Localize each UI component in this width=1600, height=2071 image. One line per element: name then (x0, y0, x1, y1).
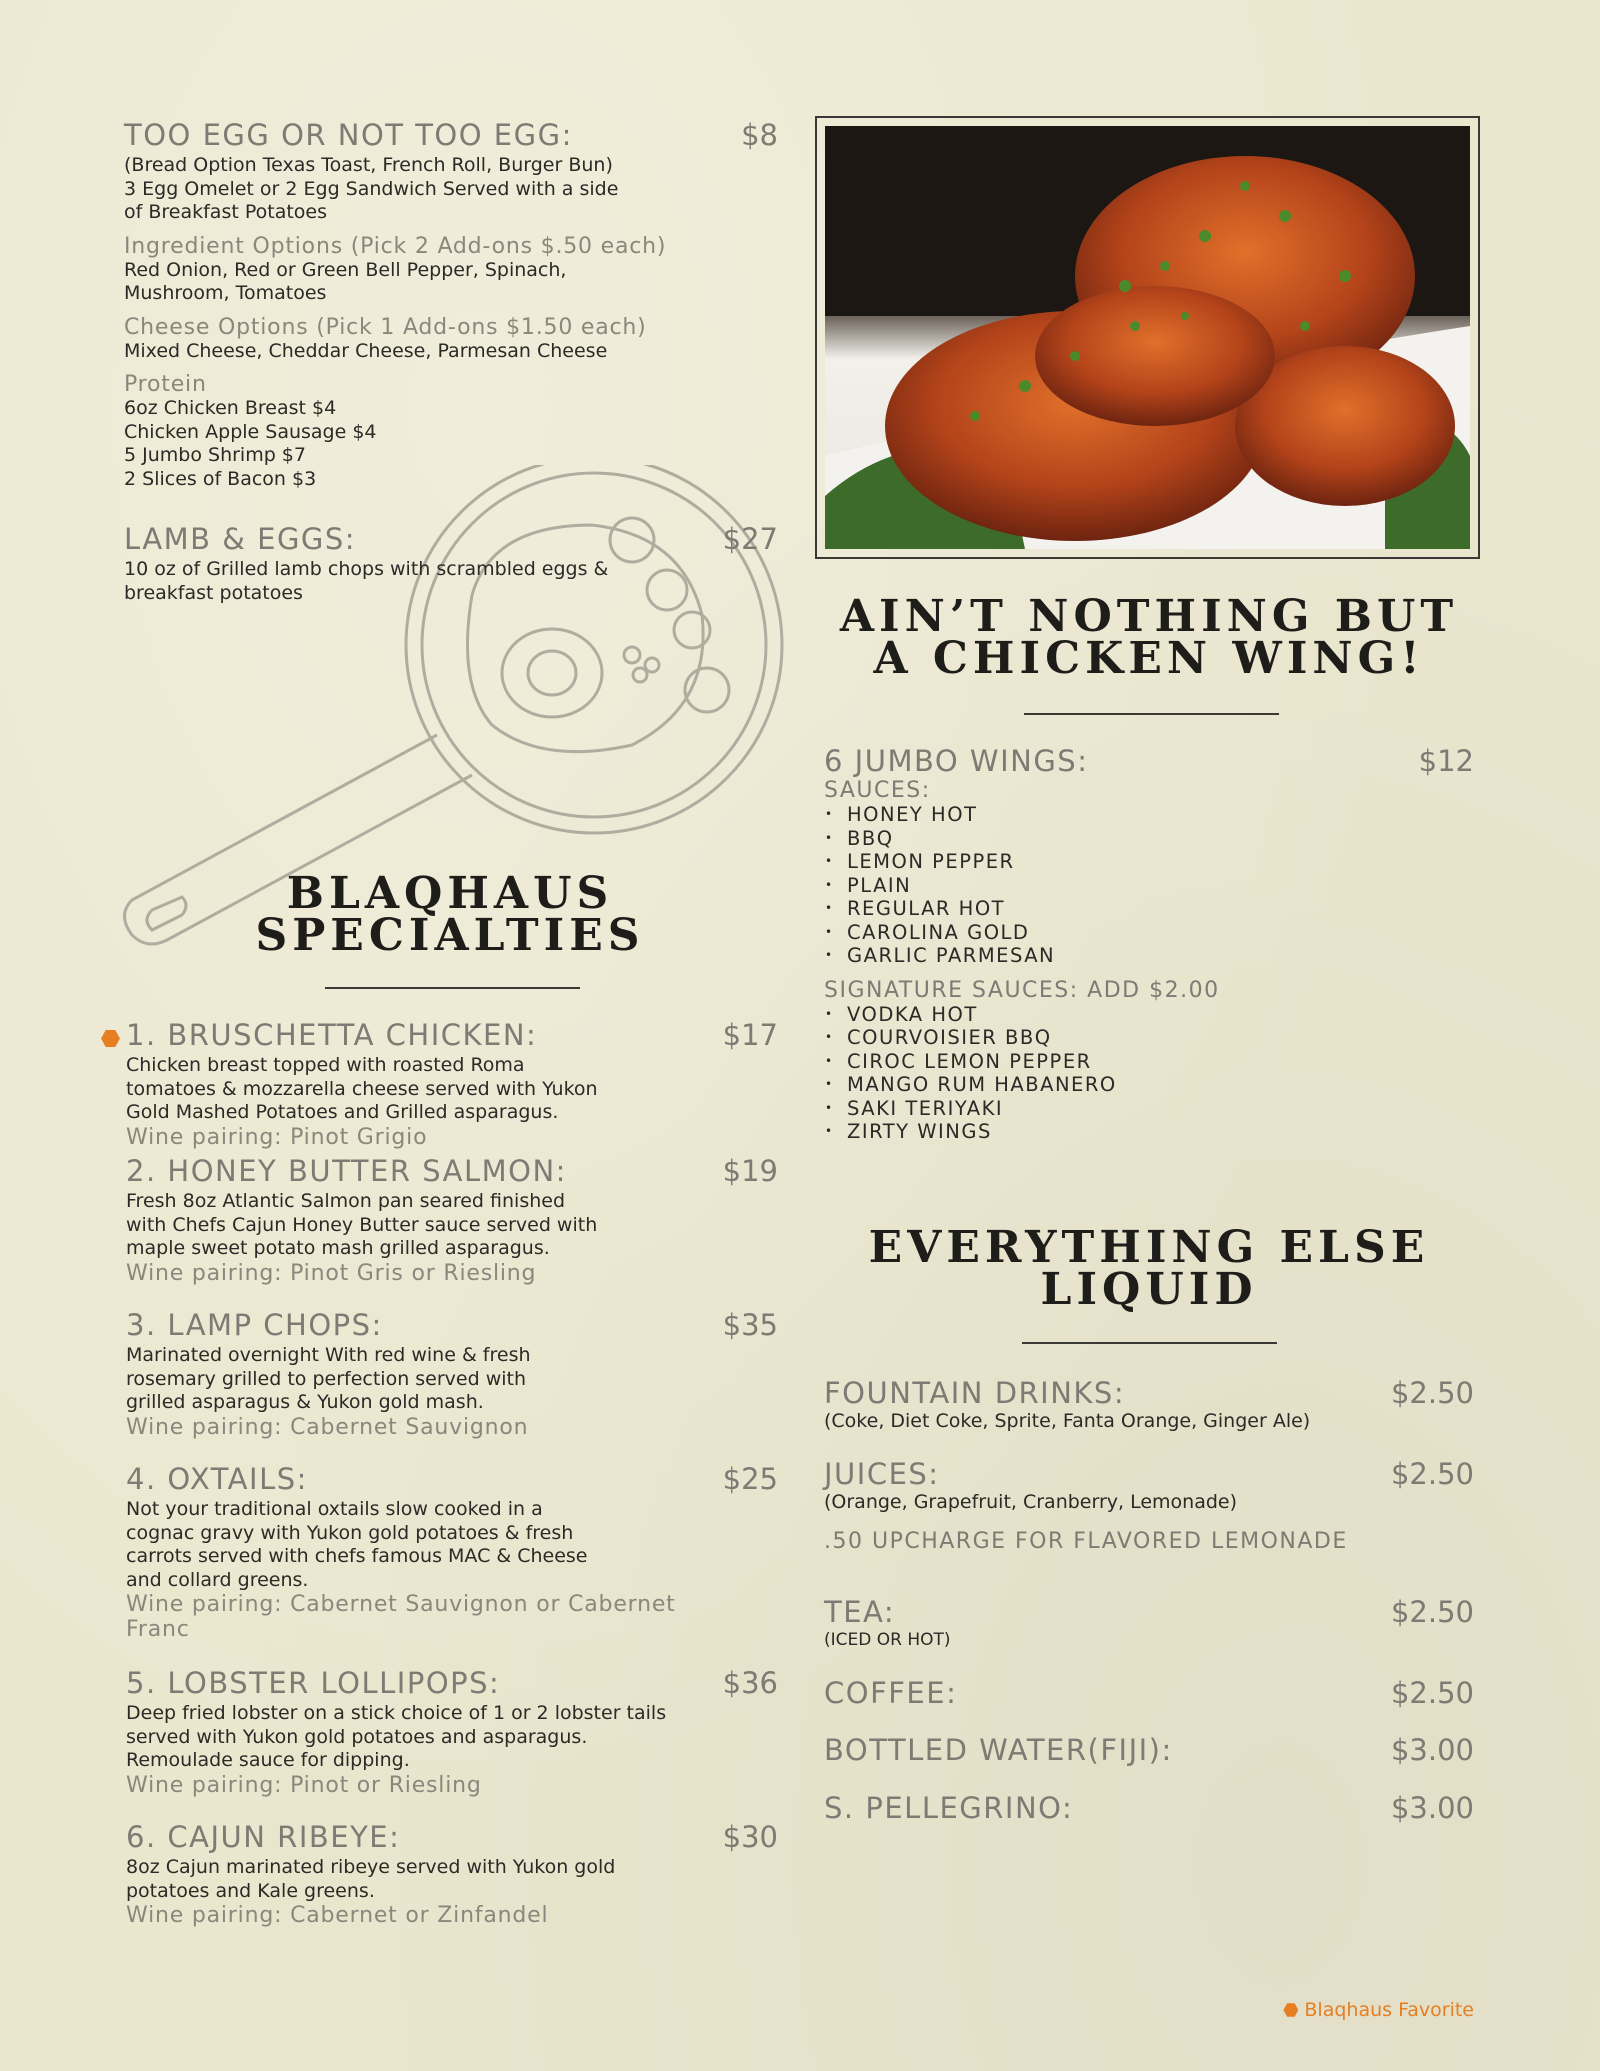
desc-line: rosemary grilled to perfection served with (126, 1367, 527, 1390)
specialty-item (126, 1154, 778, 1308)
desc-line: potatoes and Kale greens. (126, 1879, 375, 1902)
sauce-item: • SAKI TERIYAKI (824, 1097, 1474, 1121)
desc-line: and collard greens. (126, 1568, 309, 1591)
signature-sauces-heading: SIGNATURE SAUCES: ADD $2.00 (824, 977, 1220, 1003)
drink-item (824, 1733, 1474, 1791)
item-price: $27 (722, 522, 778, 556)
item-name: LAMB & EGGS: (124, 522, 357, 556)
item-name: TOO EGG OR NOT TOO EGG: (124, 118, 573, 152)
wings-item (824, 744, 1474, 1144)
drink-desc: (Coke, Diet Coke, Sprite, Fanta Orange, Ginger Ale) (824, 1410, 1311, 1432)
title-line: AIN’T NOTHING BUT (839, 591, 1459, 642)
item-price: $3.00 (1390, 1733, 1474, 1767)
desc-line: 8oz Cajun marinated ribeye served with Yukon gold (126, 1856, 616, 1878)
wine-pairing: Wine pairing: Pinot or Riesling (126, 1772, 482, 1798)
wine-pairing: Wine pairing: Pinot Grigio (126, 1124, 428, 1150)
desc-line: (Bread Option Texas Toast, French Roll, Burger Bun) (124, 154, 613, 176)
title-line: A CHICKEN WING! (873, 633, 1425, 684)
specialty-item (98, 1018, 778, 1154)
desc-line: Not your traditional oxtails slow cooked in a (126, 1498, 543, 1520)
sauce-item: • BBQ (824, 827, 1474, 851)
sauce-item: • COURVOISIER BBQ (824, 1026, 1474, 1050)
desc-line: Gold Mashed Potatoes and Grilled asparagus. (126, 1101, 559, 1123)
title-line: EVERYTHING ELSE (868, 1222, 1430, 1273)
favorite-legend (1283, 1999, 1474, 2021)
desc-line: cognac gravy with Yukon gold potatoes & fresh (126, 1521, 574, 1544)
wings-image (825, 126, 1470, 549)
item-name: 2. HONEY BUTTER SALMON: (126, 1154, 567, 1188)
egg-item (124, 118, 778, 491)
item-price: $8 (741, 118, 778, 152)
divider (325, 987, 580, 989)
item-price: $2.50 (1390, 1376, 1474, 1410)
item-price: $36 (722, 1666, 778, 1700)
item-name: 6. CAJUN RIBEYE: (126, 1820, 401, 1854)
item-price: $2.50 (1390, 1457, 1474, 1491)
option-line: Red Onion, Red or Green Bell Pepper, Spinach, (124, 258, 567, 281)
drink-item (824, 1457, 1474, 1527)
upcharge-note: .50 UPCHARGE FOR FLAVORED LEMONADE (824, 1529, 1348, 1554)
desc-line: with Chefs Cajun Honey Butter sauce served with (126, 1213, 598, 1236)
favorite-marker-icon (101, 1029, 120, 1048)
divider (1024, 713, 1279, 715)
sauce-item: • VODKA HOT (824, 1003, 1474, 1027)
signature-sauces-list (824, 1003, 1474, 1144)
specialty-item (126, 1308, 778, 1462)
sauce-item: • ZIRTY WINGS (824, 1120, 1474, 1144)
desc-line: Fresh 8oz Atlantic Salmon pan seared finished (126, 1190, 566, 1212)
wine-pairing: Franc (126, 1617, 190, 1642)
item-price: $12 (1418, 744, 1474, 778)
item-price: $3.00 (1390, 1791, 1474, 1825)
drink-item (824, 1376, 1474, 1457)
sauces-list (824, 803, 1474, 968)
title-line: SPECIALTIES (255, 910, 645, 961)
item-name: 3. LAMP CHOPS: (126, 1308, 383, 1342)
item-name: FOUNTAIN DRINKS: (824, 1376, 1126, 1410)
item-name: TEA: (824, 1595, 896, 1629)
item-price: $19 (722, 1154, 778, 1188)
wine-pairing: Wine pairing: Cabernet Sauvignon or Cabernet (126, 1592, 676, 1617)
desc-line: Remoulade sauce for dipping. (126, 1749, 410, 1771)
sauce-item: • CAROLINA GOLD (824, 921, 1474, 945)
lamb-eggs-item (124, 522, 778, 605)
ingredient-heading: Ingredient Options (Pick 2 Add-ons $.50 each) (124, 233, 667, 259)
sauce-item: • HONEY HOT (824, 803, 1474, 827)
item-name: S. PELLEGRINO: (824, 1791, 1074, 1825)
specialties-list (98, 1018, 778, 1930)
drink-desc: (Orange, Grapefruit, Cranberry, Lemonade) (824, 1491, 1238, 1513)
desc-line: breakfast potatoes (124, 581, 303, 604)
desc-line: tomatoes & mozzarella cheese served with Yukon (126, 1077, 598, 1100)
drink-desc: (ICED OR HOT) (824, 1630, 951, 1650)
desc-line: Marinated overnight With red wine & fresh (126, 1344, 531, 1366)
desc-line: Chicken breast topped with roasted Roma (126, 1054, 525, 1076)
sauces-heading: SAUCES: (824, 778, 931, 803)
title-line: BLAQHAUS (286, 868, 614, 919)
legend-label: Blaqhaus Favorite (1304, 1999, 1474, 2021)
sauce-item: • GARLIC PARMESAN (824, 944, 1474, 968)
drink-item (824, 1676, 1474, 1733)
item-name: 5. LOBSTER LOLLIPOPS: (126, 1666, 501, 1700)
specialty-item (126, 1462, 778, 1666)
drinks-list (824, 1376, 1474, 1849)
specialty-item (126, 1666, 778, 1820)
option-line: 5 Jumbo Shrimp $7 (124, 444, 306, 466)
item-name: 4. OXTAILS: (126, 1462, 308, 1496)
cheese-heading: Cheese Options (Pick 1 Add-ons $1.50 each) (124, 314, 647, 340)
item-name: BOTTLED WATER(FIJI): (824, 1733, 1173, 1767)
desc-line: of Breakfast Potatoes (124, 201, 327, 223)
option-line: Mixed Cheese, Cheddar Cheese, Parmesan Cheese (124, 339, 608, 362)
desc-line: 10 oz of Grilled lamb chops with scrambled eggs & (124, 558, 609, 580)
desc-line: maple sweet potato mash grilled asparagus. (126, 1237, 550, 1259)
title-line: LIQUID (1040, 1264, 1258, 1315)
option-line: Chicken Apple Sausage $4 (124, 420, 377, 443)
sauce-item: • PLAIN (824, 874, 1474, 898)
specialty-item (126, 1820, 778, 1930)
sauce-item: • LEMON PEPPER (824, 850, 1474, 874)
drinks-title (824, 1222, 1474, 1315)
wine-pairing: Wine pairing: Pinot Gris or Riesling (126, 1260, 537, 1286)
item-price: $30 (722, 1820, 778, 1854)
chicken-wings-photo (825, 126, 1470, 549)
item-price: $25 (722, 1462, 778, 1496)
drink-item (824, 1595, 1474, 1676)
item-price: $2.50 (1390, 1676, 1474, 1710)
desc-line: served with Yukon gold potatoes and asparagus. (126, 1725, 588, 1748)
option-line: 2 Slices of Bacon $3 (124, 467, 317, 490)
option-line: 6oz Chicken Breast $4 (124, 397, 337, 419)
wine-pairing: Wine pairing: Cabernet or Zinfandel (126, 1903, 549, 1928)
item-price: $17 (722, 1018, 778, 1052)
sauce-item: • CIROC LEMON PEPPER (824, 1050, 1474, 1074)
option-line: Mushroom, Tomatoes (124, 282, 327, 304)
drink-item (824, 1791, 1474, 1849)
sauce-item: • MANGO RUM HABANERO (824, 1073, 1474, 1097)
wings-title (824, 591, 1474, 684)
item-name: JUICES: (824, 1457, 940, 1491)
item-name: 1. BRUSCHETTA CHICKEN: (126, 1018, 538, 1052)
item-name: COFFEE: (824, 1676, 958, 1710)
wine-pairing: Wine pairing: Cabernet Sauvignon (126, 1414, 529, 1440)
item-name: 6 JUMBO WINGS: (824, 744, 1089, 778)
divider (1022, 1342, 1277, 1344)
specialties-title (230, 868, 670, 961)
photo-frame (815, 116, 1480, 559)
favorite-marker-icon (1283, 2003, 1298, 2018)
protein-heading: Protein (124, 372, 207, 397)
item-price: $2.50 (1390, 1595, 1474, 1629)
desc-line: grilled asparagus & Yukon gold mash. (126, 1391, 484, 1413)
item-price: $35 (722, 1308, 778, 1342)
desc-line: carrots served with chefs famous MAC & Cheese (126, 1545, 588, 1567)
sauce-item: • REGULAR HOT (824, 897, 1474, 921)
desc-line: Deep fried lobster on a stick choice of 1 or 2 lobster tails (126, 1702, 667, 1724)
desc-line: 3 Egg Omelet or 2 Egg Sandwich Served with a side (124, 177, 619, 200)
